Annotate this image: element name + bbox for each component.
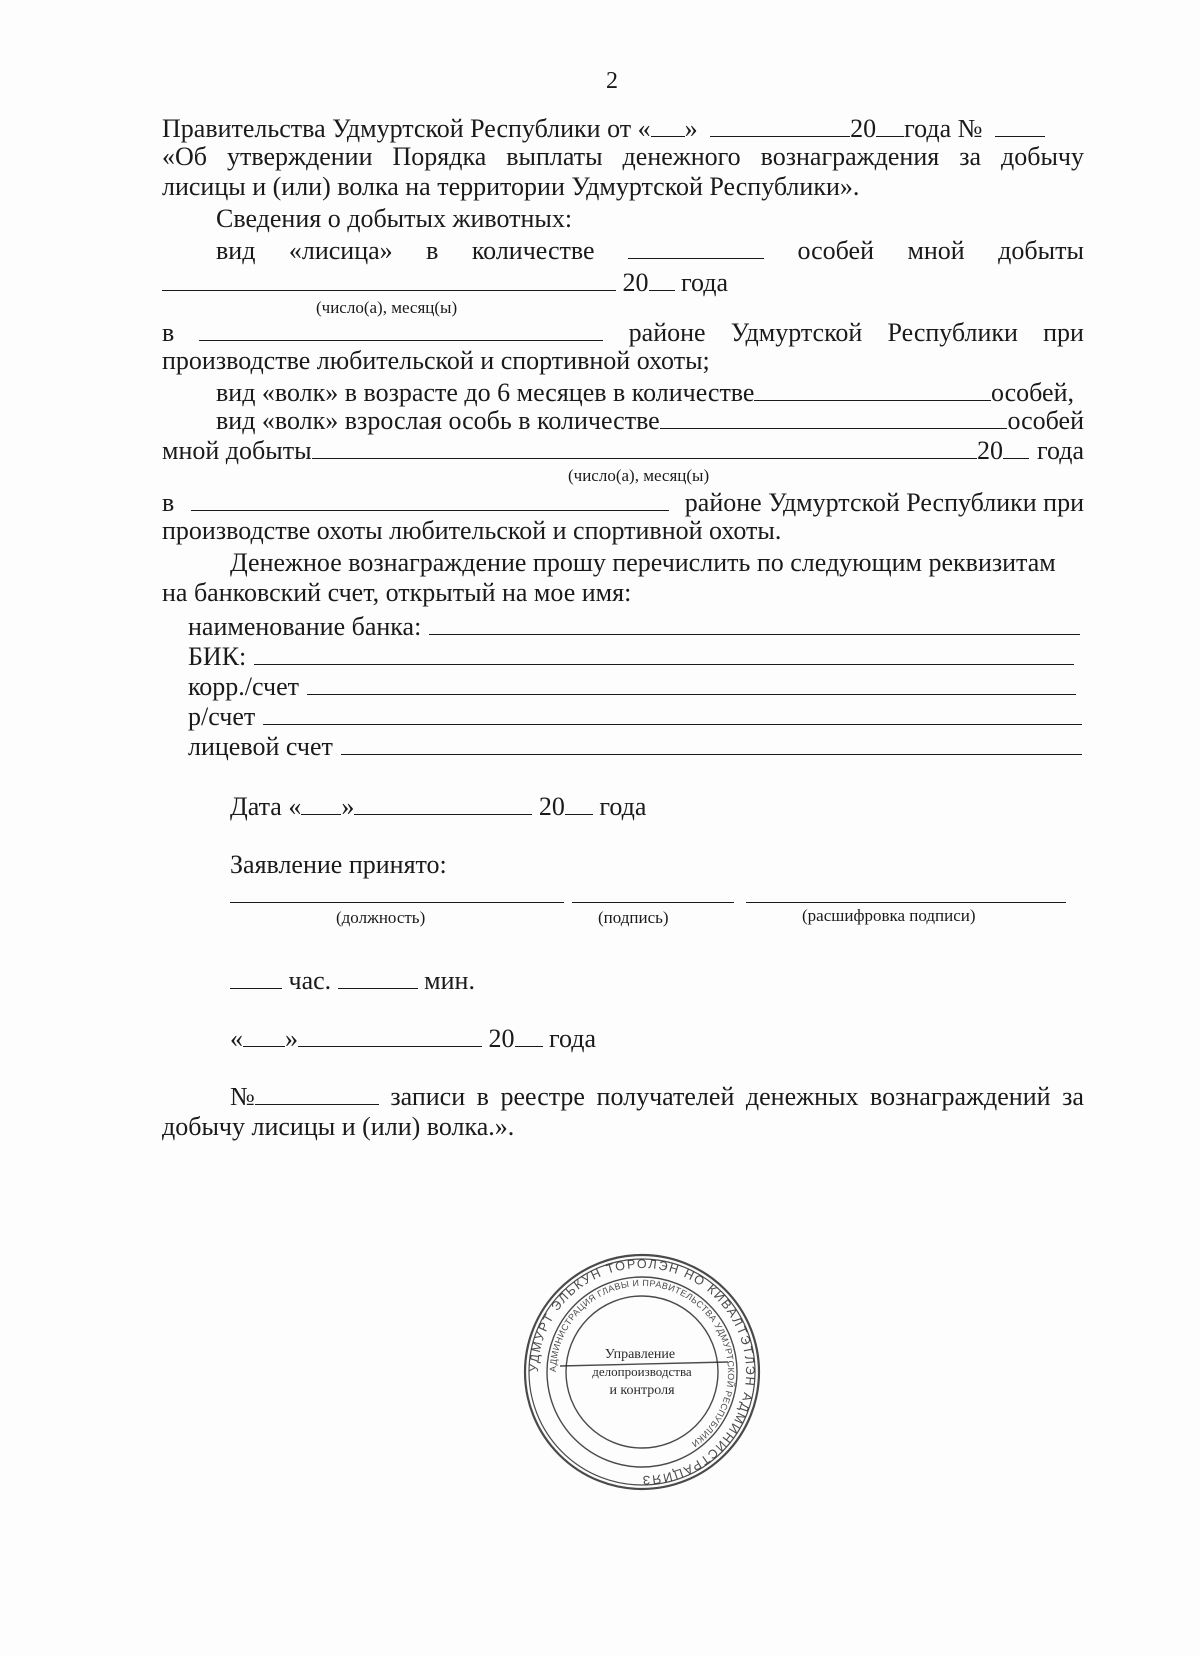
personal-account-input[interactable] bbox=[341, 730, 1082, 755]
wolf-young-count-blank[interactable] bbox=[754, 376, 990, 401]
time-line: час. мин. bbox=[230, 964, 475, 996]
payment-intro-2: на банковский счет, открытый на мое имя: bbox=[162, 578, 632, 607]
date-month-blank[interactable] bbox=[354, 790, 532, 815]
minutes-blank[interactable] bbox=[338, 964, 418, 989]
corr-account-field: корр./счет bbox=[188, 670, 1076, 702]
settlement-account-input[interactable] bbox=[263, 700, 1082, 725]
hours-blank[interactable] bbox=[230, 964, 282, 989]
region-line-2: в районе Удмуртской Республики при bbox=[162, 488, 1084, 517]
stamp-outer-text: УДМУРТ ЭЛЬКУН ТОРОЛЭН НО КИВАЛТЭТЛЭН АДМИНИСТРАЦИЯЗ bbox=[526, 1256, 758, 1488]
position-signature-line[interactable] bbox=[230, 902, 564, 903]
fox-line: вид «лисица» в количестве особей мной добыты bbox=[216, 236, 1084, 265]
caption-position: (должность) bbox=[336, 908, 426, 927]
bank-name-input[interactable] bbox=[429, 610, 1080, 635]
fox-year-blank[interactable] bbox=[649, 266, 675, 291]
date-day-blank[interactable] bbox=[301, 790, 341, 815]
personal-account-field: лицевой счет bbox=[188, 730, 1082, 762]
accepted-label: Заявление принято: bbox=[230, 850, 447, 879]
accepted-year-blank[interactable] bbox=[515, 1022, 543, 1047]
header-day-blank[interactable] bbox=[651, 112, 685, 137]
corr-account-input[interactable] bbox=[307, 670, 1076, 695]
fox-count-blank[interactable] bbox=[628, 234, 764, 259]
signature-decoding-line[interactable] bbox=[746, 902, 1066, 903]
accepted-month-blank[interactable] bbox=[298, 1022, 482, 1047]
wolf-year-blank[interactable] bbox=[1003, 434, 1029, 459]
header-month-blank[interactable] bbox=[710, 112, 850, 137]
stamp-inner-text: АДМИНИСТРАЦИЯ ГЛАВЫ И ПРАВИТЕЛЬСТВА УДМУРТСКОЙ РЕСПУБЛИКИ bbox=[547, 1277, 737, 1450]
caption-signature-decoding: (расшифровка подписи) bbox=[802, 906, 976, 925]
registry-number-blank[interactable] bbox=[255, 1080, 379, 1105]
date-caption-2: (число(а), месяц(ы) bbox=[568, 466, 710, 485]
fox-date-line: 20 года bbox=[162, 266, 728, 298]
fox-date-blank[interactable] bbox=[162, 266, 616, 291]
stamp-center-line-3: и контроля bbox=[609, 1383, 675, 1398]
region-1-blank[interactable] bbox=[199, 316, 603, 341]
date-line: Дата « » 20 года bbox=[230, 792, 647, 821]
header-year-blank[interactable] bbox=[876, 112, 904, 137]
animals-heading: Сведения о добытых животных: bbox=[216, 204, 573, 233]
date-caption-1: (число(а), месяц(ы) bbox=[316, 298, 458, 317]
wolf-date-blank[interactable] bbox=[312, 434, 977, 459]
settlement-account-field: р/счет bbox=[188, 700, 1082, 732]
registry-line-1: № записи в реестре получателей денежных вознаграждений за bbox=[230, 1082, 1084, 1111]
stamp-center-line-2: делопроизводства bbox=[592, 1364, 692, 1379]
accepted-day-blank[interactable] bbox=[243, 1022, 285, 1047]
wolf-adult-line: вид «волк» взрослая особь в количестве особей bbox=[216, 406, 1084, 435]
accepted-date-line: « » 20 года bbox=[230, 1024, 597, 1053]
caption-signature: (подпись) bbox=[598, 908, 669, 927]
stamp-center-line-1: Управление bbox=[604, 1347, 676, 1362]
registry-line-2: добычу лисицы и (или) волка.». bbox=[162, 1112, 515, 1141]
page-number: 2 bbox=[606, 68, 618, 94]
signature-line[interactable] bbox=[572, 902, 734, 903]
date-year-blank[interactable] bbox=[565, 790, 593, 815]
bik-field: БИК: bbox=[188, 640, 1074, 672]
header-line-1: Правительства Удмуртской Республики от « » 20 года № bbox=[162, 112, 1045, 144]
header-number-blank[interactable] bbox=[995, 112, 1045, 137]
header-line-2: «Об утверждении Порядка выплаты денежного вознаграждения за добычу bbox=[162, 142, 1084, 171]
hunt-line-2: производстве охоты любительской и спортивной охоты. bbox=[162, 516, 782, 545]
wolf-adult-count-blank[interactable] bbox=[660, 404, 1008, 429]
wolf-caught-line: мной добыты 20 года bbox=[162, 436, 1084, 465]
region-2-blank[interactable] bbox=[191, 486, 669, 511]
wolf-young-line: вид «волк» в возрасте до 6 месяцев в количестве особей, bbox=[216, 378, 1074, 407]
official-stamp bbox=[522, 1252, 762, 1492]
hunt-line-1: производстве любительской и спортивной охоты; bbox=[162, 346, 710, 375]
bank-name-field: наименование банка: bbox=[188, 610, 1080, 642]
bik-input[interactable] bbox=[254, 640, 1074, 665]
region-line-1: в районе Удмуртской Республики при bbox=[162, 318, 1084, 347]
payment-intro-1: Денежное вознаграждение прошу перечислить по следующим реквизитам bbox=[230, 548, 1056, 577]
header-line-3: лисицы и (или) волка на территории Удмуртской Республики». bbox=[162, 172, 860, 201]
